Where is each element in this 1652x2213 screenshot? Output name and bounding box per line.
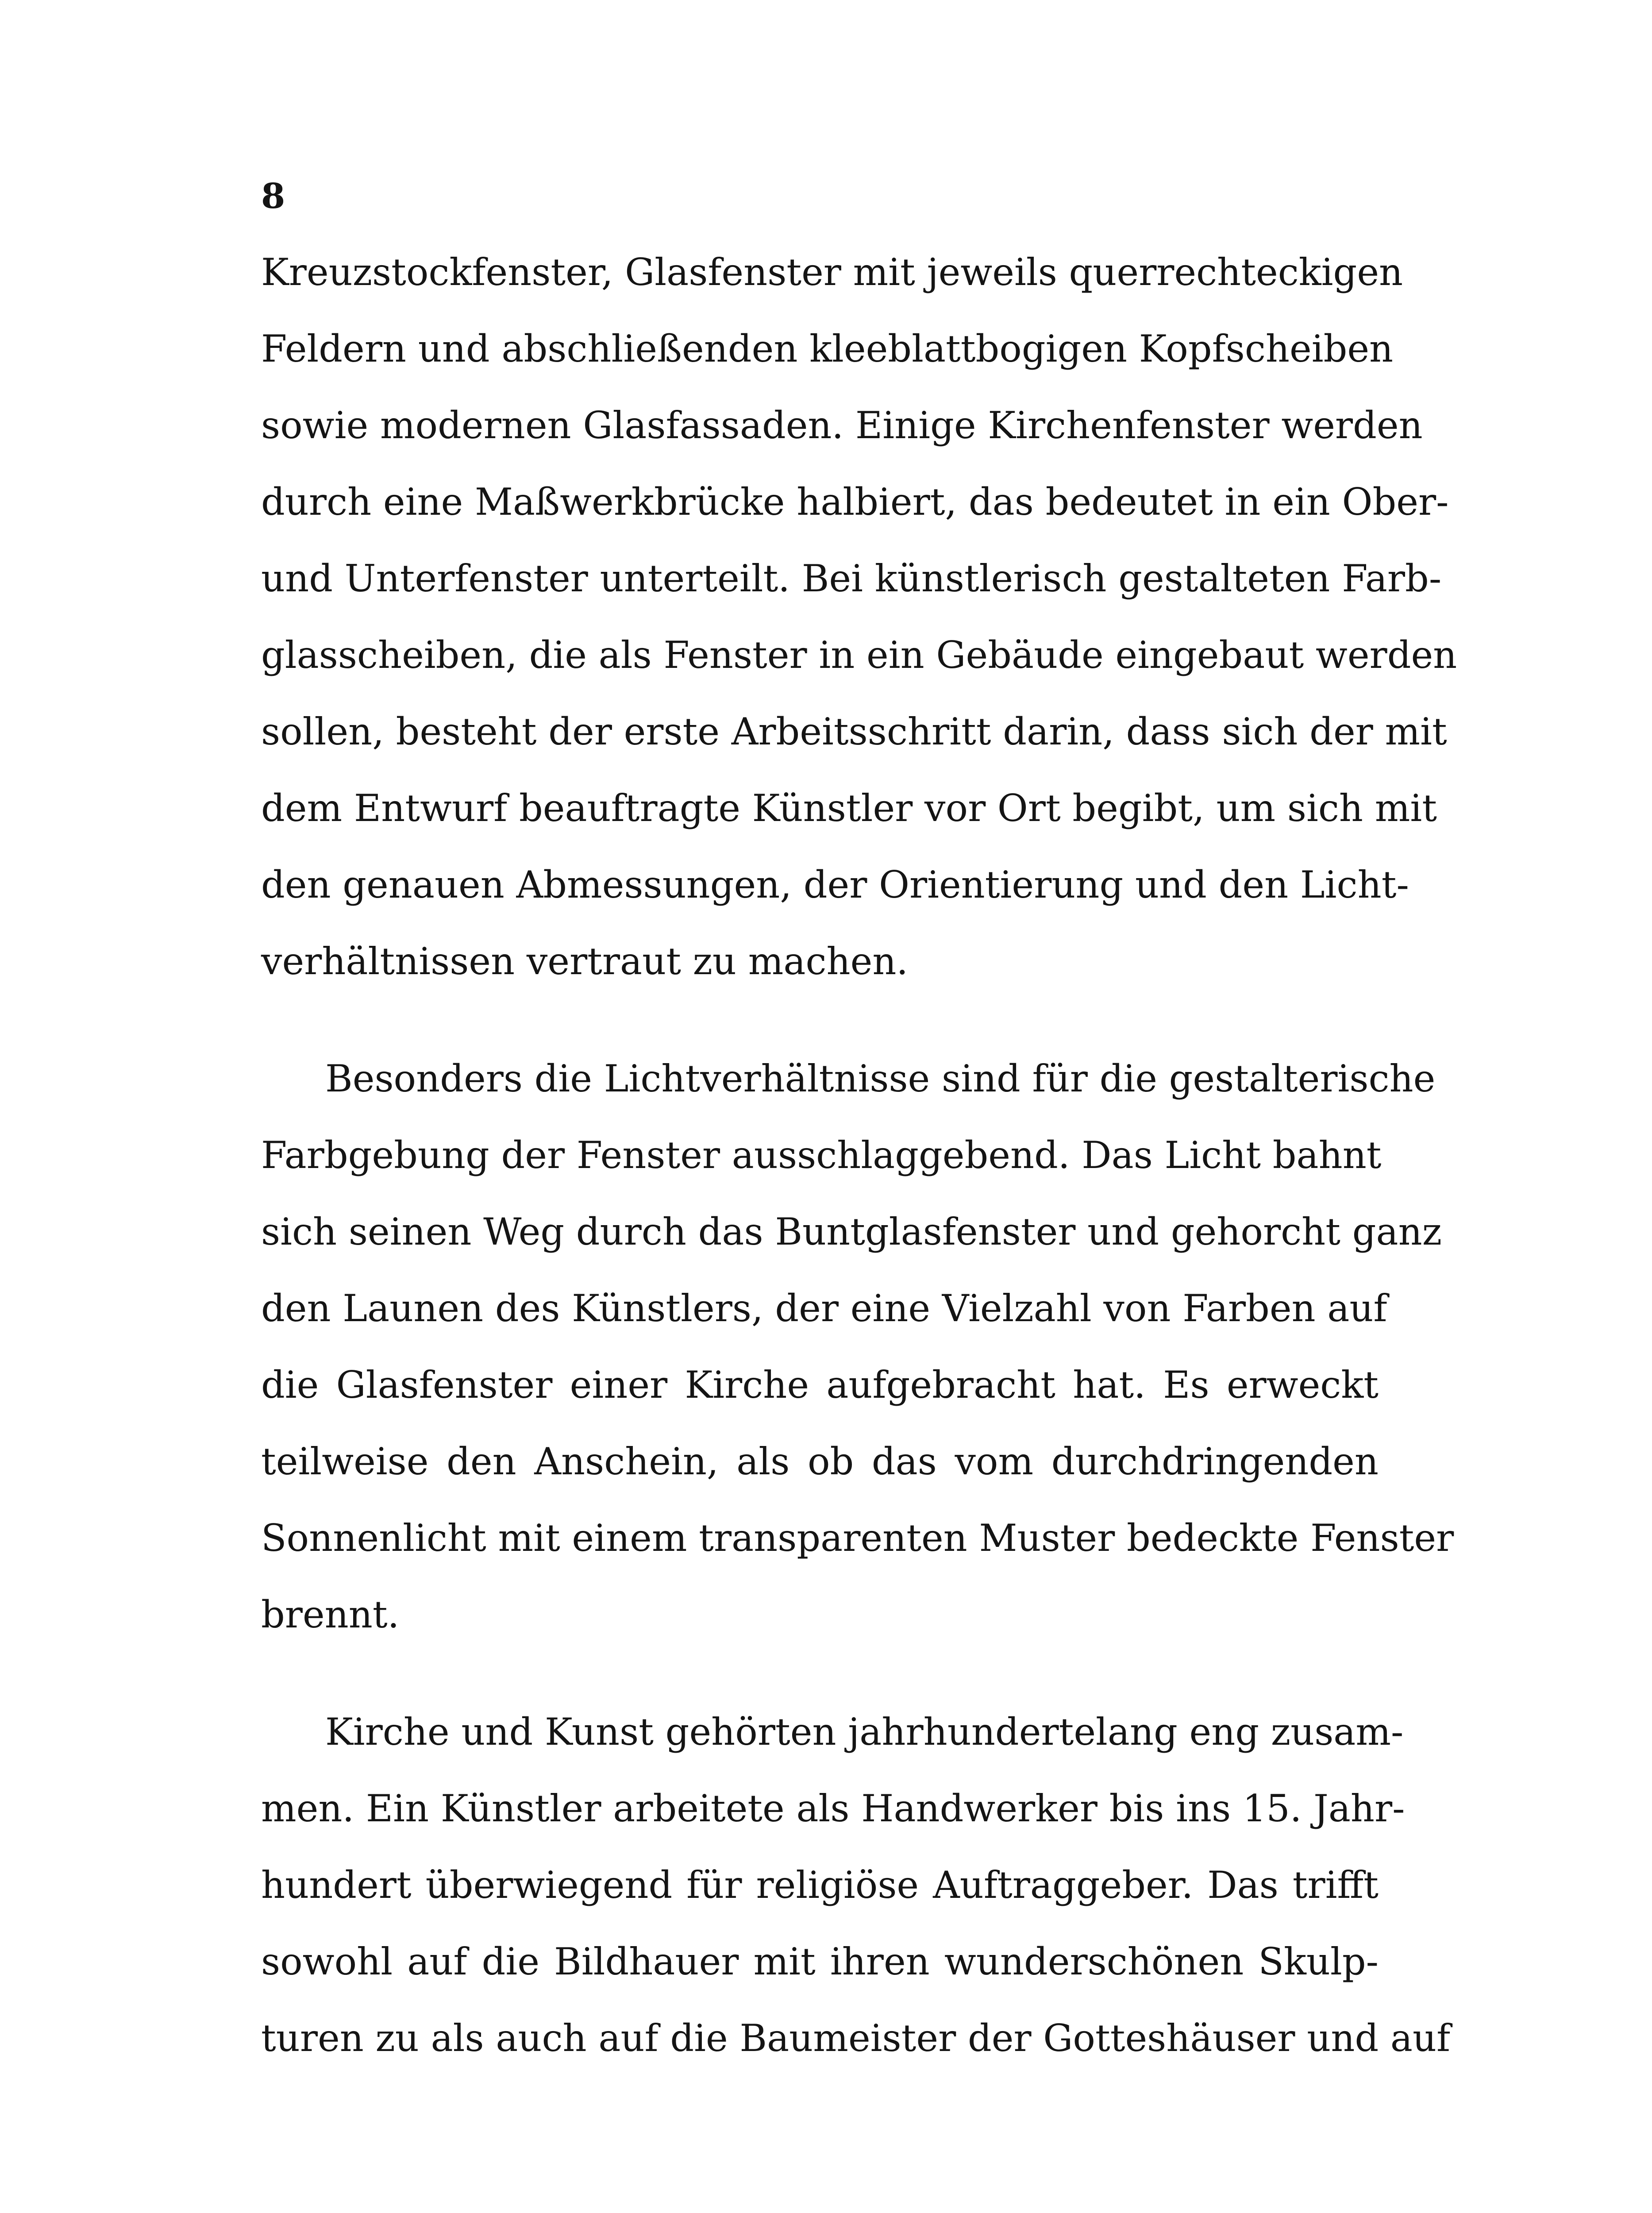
text-line: sowie modernen Glasfassaden. Einige Kirchenfenster werden bbox=[261, 404, 1423, 447]
text-line: Feldern und abschließenden kleeblattbogigen Kopfscheiben bbox=[261, 327, 1394, 370]
text-line: sollen, besteht der erste Arbeitsschritt darin, dass sich der mit bbox=[261, 710, 1447, 753]
text-line: die Glasfenster einer Kirche aufgebracht hat. Es erweckt bbox=[261, 1363, 1379, 1407]
text-line: sowohl auf die Bildhauer mit ihren wunderschönen Skulp- bbox=[261, 1940, 1379, 1983]
text-line: Sonnenlicht mit einem transparenten Muster bedeckte Fenster bbox=[261, 1516, 1454, 1560]
text-line: verhältnissen vertraut zu machen. bbox=[261, 940, 909, 983]
text-line: glasscheiben, die als Fenster in ein Gebäude eingebaut werden bbox=[261, 633, 1457, 677]
text-line: hundert überwiegend für religiöse Auftraggeber. Das trifft bbox=[261, 1863, 1379, 1907]
text-line: men. Ein Künstler arbeitete als Handwerker bis ins 15. Jahr- bbox=[261, 1787, 1405, 1830]
text-line: Besonders die Lichtverhältnisse sind für die gestalterische bbox=[325, 1057, 1436, 1100]
text-line: den Launen des Künstlers, der eine Vielzahl von Farben auf bbox=[261, 1287, 1387, 1330]
text-line: Farbgebung der Fenster ausschlaggebend. Das Licht bahnt bbox=[261, 1133, 1382, 1177]
text-line: Kirche und Kunst gehörten jahrhundertelang eng zusam- bbox=[325, 1710, 1404, 1754]
text-line: teilweise den Anschein, als ob das vom durchdringenden bbox=[261, 1440, 1379, 1483]
text-line: brennt. bbox=[261, 1593, 400, 1636]
page-number: 8 bbox=[261, 176, 285, 216]
text-line: turen zu als auch auf die Baumeister der Gotteshäuser und auf bbox=[261, 2016, 1451, 2060]
text-line: und Unterfenster unterteilt. Bei künstlerisch gestalteten Farb- bbox=[261, 557, 1442, 600]
text-line: Kreuzstockfenster, Glasfenster mit jeweils querrechteckigen bbox=[261, 251, 1403, 294]
text-line: den genauen Abmessungen, der Orientierung und den Licht- bbox=[261, 863, 1409, 906]
text-line: sich seinen Weg durch das Buntglasfenster und gehorcht ganz bbox=[261, 1210, 1442, 1253]
text-line: dem Entwurf beauftragte Künstler vor Ort begibt, um sich mit bbox=[261, 787, 1437, 830]
text-line: durch eine Maßwerkbrücke halbiert, das bedeutet in ein Ober- bbox=[261, 480, 1449, 524]
